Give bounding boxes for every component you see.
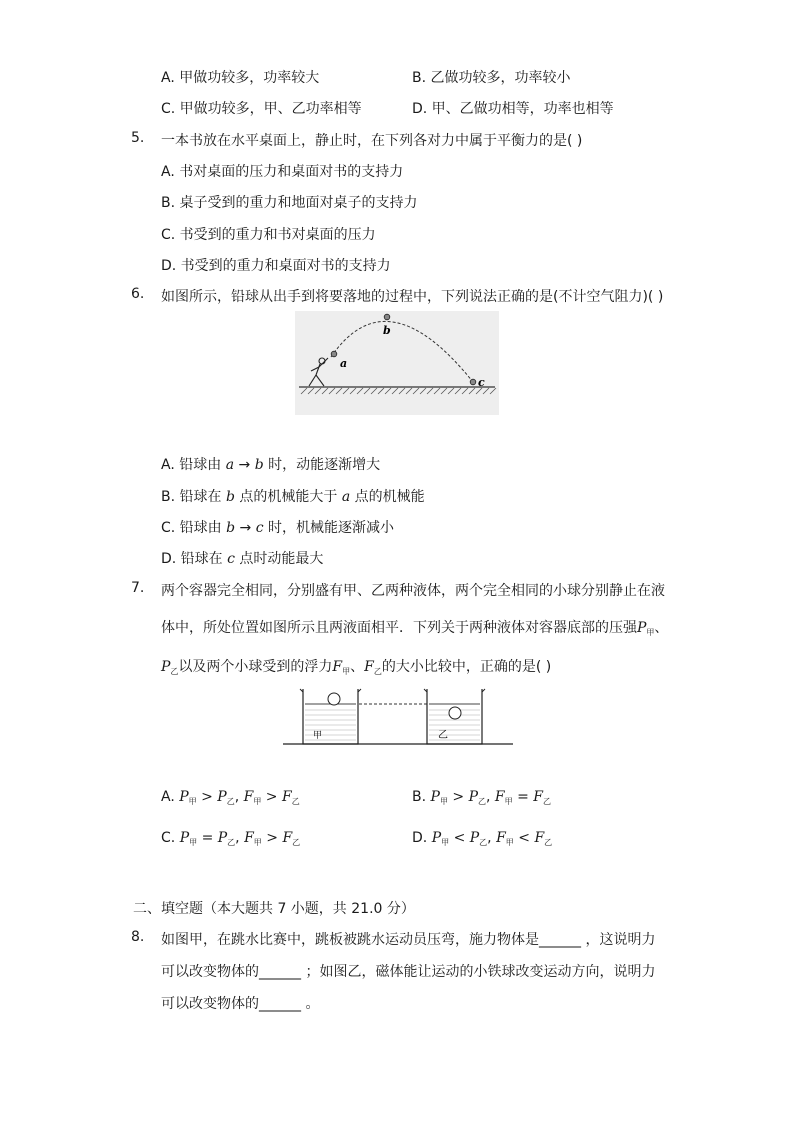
label-a: a <box>340 357 348 370</box>
q5-option-c: C. 书受到的重力和书对桌面的压力 <box>161 227 376 243</box>
q5-option-b: B. 桌子受到的重力和地面对桌子的支持力 <box>161 195 418 211</box>
q6-option-d: D. 铅球在 c 点时动能最大 <box>161 551 324 567</box>
q4-option-b: B. 乙做功较多，功率较小 <box>412 70 571 86</box>
section-2-title: 二、填空题（本大题共 7 小题，共 21.0 分） <box>133 901 415 917</box>
shot-put-figure <box>295 311 499 415</box>
label-c: c <box>478 376 485 389</box>
beaker-label-yi: 乙 <box>438 730 448 741</box>
q4-option-a: A. 甲做功较多，功率较大 <box>161 70 320 86</box>
q8-number: 8. <box>131 929 145 945</box>
q7-option-b: B. $P_甲 > P_乙$, $F_甲 = F_乙$ <box>412 789 551 806</box>
q8-line3: 可以改变物体的______ 。 <box>161 996 320 1012</box>
q6-option-c: C. 铅球由 b → c 时，机械能逐渐减小 <box>161 520 395 536</box>
q4-option-d: D. 甲、乙做功相等，功率也相等 <box>412 101 614 117</box>
q5-stem: 一本书放在水平桌面上，静止时，在下列各对力中属于平衡力的是( ) <box>161 133 583 149</box>
beaker-label-jia: 甲 <box>313 731 323 741</box>
q7-option-a: A. $P_甲 > P_乙$, $F_甲 > F_乙$ <box>161 789 300 806</box>
q8-line1: 如图甲，在跳水比赛中，跳板被跳水运动员压弯，施力物体是______ ，这说明力 <box>161 932 656 948</box>
q7-line1: 两个容器完全相同，分别盛有甲、乙两种液体，两个完全相同的小球分别静止在液 <box>161 583 665 599</box>
label-b: b <box>383 324 391 337</box>
beakers-figure <box>283 686 513 748</box>
q6-option-b: B. 铅球在 b 点的机械能大于 a 点的机械能 <box>161 489 425 505</box>
q7-line2: 体中，所处位置如图所示且两液面相平．下列关于两种液体对容器底部的压强$P_甲$、 <box>161 620 669 637</box>
q5-number: 5. <box>131 130 145 146</box>
q4-option-c: C. 甲做功较多，甲、乙功率相等 <box>161 101 362 117</box>
ball-yi <box>449 707 461 719</box>
ball-a <box>331 351 337 357</box>
q7-line3: $P_乙$以及两个小球受到的浮力$F_甲$、$F_乙$的大小比较中，正确的是( ) <box>161 659 552 676</box>
beaker-jia <box>300 689 361 744</box>
q7-number: 7. <box>131 580 145 596</box>
q6-stem: 如图所示，铅球从出手到将要落地的过程中，下列说法正确的是(不计空气阻力)( ) <box>161 289 664 305</box>
q5-option-d: D. 书受到的重力和桌面对书的支持力 <box>161 258 391 274</box>
q6-option-a: A. 铅球由 a → b 时，动能逐渐增大 <box>161 457 381 473</box>
figure-background <box>295 311 499 415</box>
q7-option-c: C. $P_甲 = P_乙$, $F_甲 > F_乙$ <box>161 830 301 847</box>
ball-c <box>470 379 476 385</box>
q8-line2: 可以改变物体的______ ；如图乙，磁体能让运动的小铁球改变运动方向，说明力 <box>161 964 656 980</box>
ball-b <box>384 314 390 320</box>
ball-jia <box>328 693 340 705</box>
q6-number: 6. <box>131 286 145 302</box>
q5-option-a: A. 书对桌面的压力和桌面对书的支持力 <box>161 164 404 180</box>
beaker-yi <box>424 689 485 744</box>
q7-option-d: D. $P_甲 < P_乙$, $F_甲 < F_乙$ <box>412 830 553 847</box>
